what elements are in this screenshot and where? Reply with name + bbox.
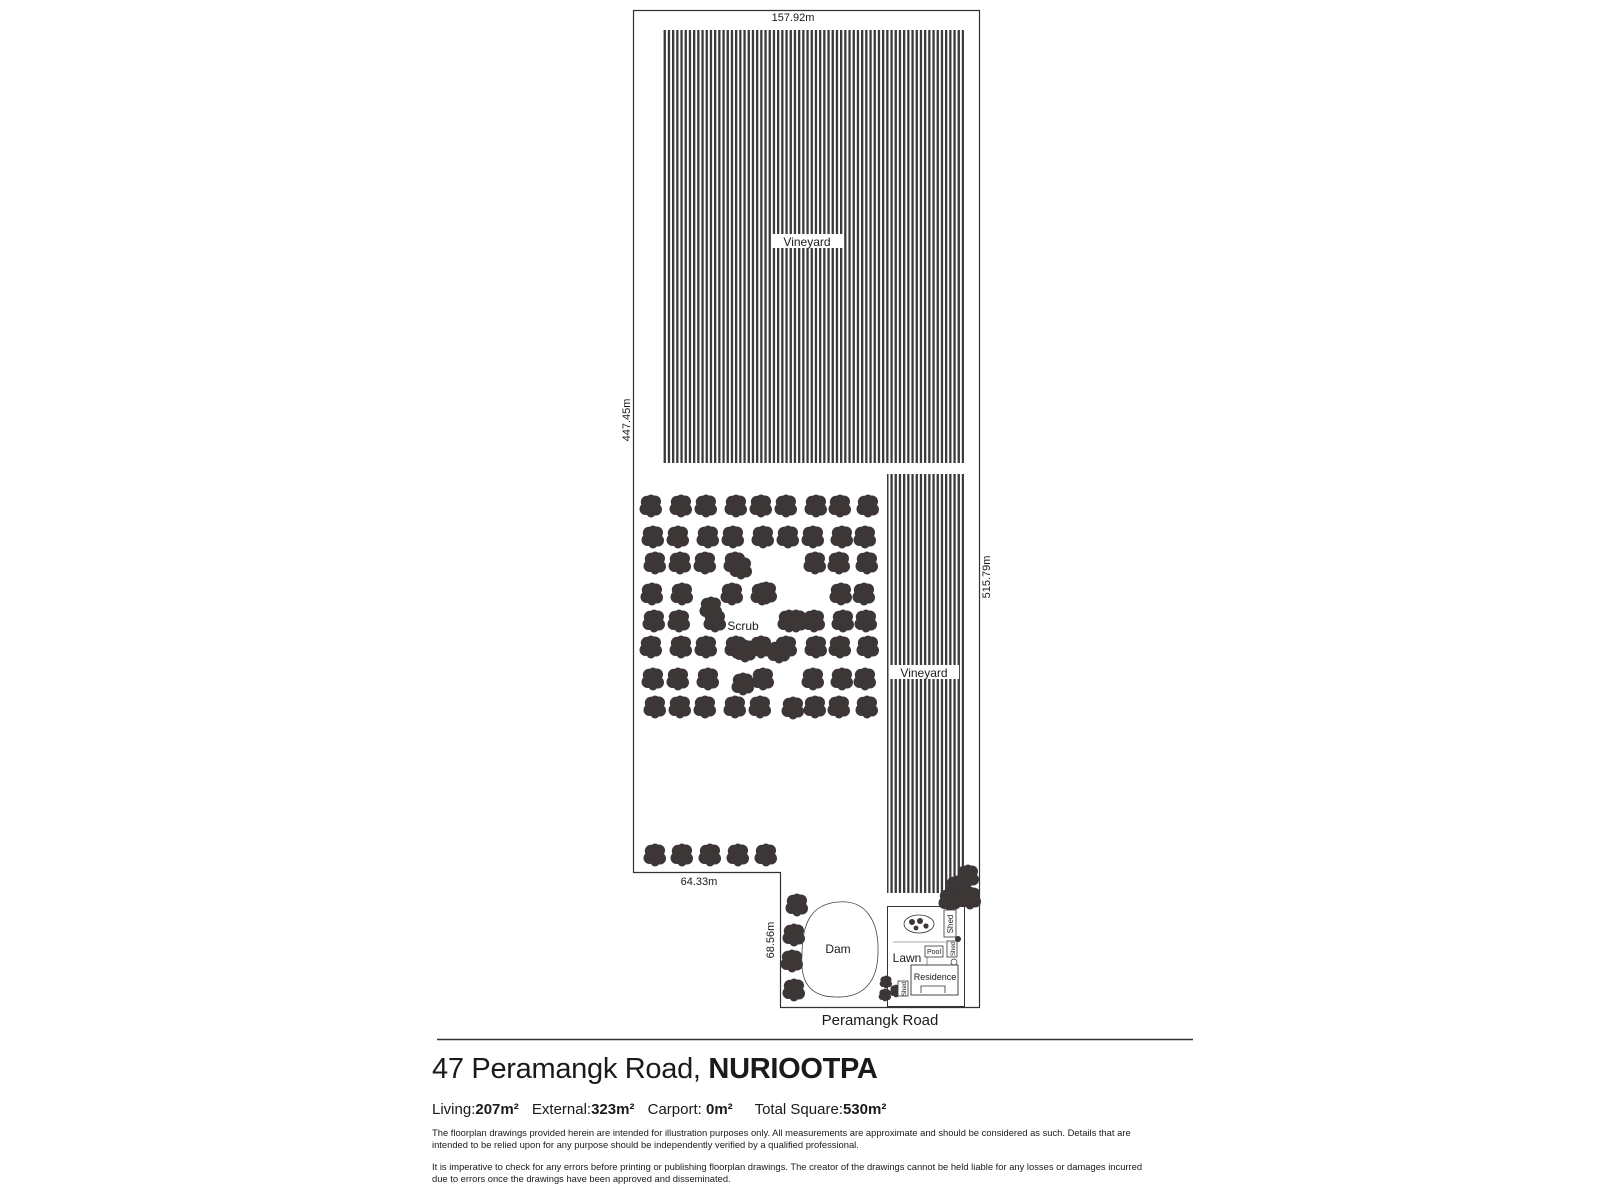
disclaimer-paragraph-2: It is imperative to check for any errors before printing or publishing floorplan drawings. The creator of the drawings cannot be held liable for any losses or damages incurred due to errors once the drawings have been approved and disseminated. bbox=[432, 1161, 1143, 1184]
lawn-label: Lawn bbox=[892, 951, 922, 965]
tree-icon bbox=[755, 844, 778, 867]
vineyard-main-label: Vineyard bbox=[783, 235, 831, 249]
tree-icon bbox=[829, 636, 852, 659]
tree-icon bbox=[830, 583, 853, 606]
external-label: External: bbox=[531, 1101, 592, 1118]
tree-icon bbox=[785, 610, 808, 633]
carport-label: Carport: bbox=[647, 1101, 702, 1118]
tree-icon bbox=[804, 552, 827, 575]
property-address bbox=[432, 1052, 1192, 1086]
garden-shrub bbox=[955, 936, 961, 942]
address-street: 47 Peramangk Road, bbox=[432, 1053, 701, 1085]
area-summary bbox=[432, 1101, 1192, 1119]
dimension-left: 447.45m bbox=[621, 398, 633, 442]
total-label: Total Square: bbox=[754, 1101, 843, 1118]
outbuilding-label: Shed bbox=[902, 981, 908, 997]
tree-icon bbox=[642, 668, 665, 691]
tree-icon bbox=[699, 844, 722, 867]
tree-icon bbox=[781, 950, 804, 973]
tree-icon bbox=[755, 582, 778, 605]
tree-icon bbox=[727, 844, 750, 867]
tree-icon bbox=[749, 696, 772, 719]
tree-icon bbox=[642, 526, 665, 549]
dimension-notch-bottom: 64.33m bbox=[680, 876, 718, 888]
tree-icon bbox=[802, 526, 825, 549]
tree-icon bbox=[670, 636, 693, 659]
tree-icon bbox=[668, 610, 691, 633]
tree-icon bbox=[854, 526, 877, 549]
shed-large-label: Shed bbox=[946, 914, 955, 934]
tree-icon bbox=[644, 696, 667, 719]
tree-icon bbox=[732, 673, 755, 696]
tree-icon bbox=[667, 526, 690, 549]
tree-icon bbox=[782, 697, 805, 720]
total-value: 530m² bbox=[842, 1101, 887, 1118]
tree-icon bbox=[829, 495, 852, 518]
tree-icon bbox=[734, 640, 757, 663]
scrub-label: Scrub bbox=[727, 619, 759, 633]
tree-icon bbox=[853, 583, 876, 606]
living-label: Living: bbox=[432, 1101, 476, 1118]
tree-icon bbox=[697, 526, 720, 549]
tree-icon bbox=[939, 889, 962, 912]
tree-icon bbox=[857, 636, 880, 659]
tree-icon bbox=[643, 610, 666, 633]
external-value: 323m² bbox=[591, 1101, 635, 1118]
tree-icon bbox=[786, 894, 809, 917]
road-label: Peramangk Road bbox=[821, 1012, 939, 1029]
dam-label: Dam bbox=[825, 942, 851, 956]
tree-icon bbox=[879, 989, 891, 1002]
tree-icon bbox=[695, 495, 718, 518]
dimension-notch-side: 68.56m bbox=[765, 921, 777, 959]
tree-icon bbox=[828, 552, 851, 575]
tree-icon bbox=[644, 552, 667, 575]
tree-icon bbox=[857, 495, 880, 518]
tree-icon bbox=[783, 924, 806, 947]
tree-icon bbox=[805, 495, 828, 518]
tree-icon bbox=[667, 668, 690, 691]
disclaimer-paragraph-1: The floorplan drawings provided herein are intended for illustration purposes only. All measurements are approximate and should be considered as such. Details that are intended to be relied upon for any purpose should be independently verified by a qualified professional. bbox=[432, 1127, 1131, 1150]
tree-icon bbox=[694, 696, 717, 719]
tree-icon bbox=[783, 979, 806, 1002]
vineyard-side bbox=[887, 474, 964, 893]
carport-value: 0m² bbox=[705, 1101, 733, 1118]
tree-icon bbox=[828, 696, 851, 719]
tree-icon bbox=[695, 636, 718, 659]
tree-icon bbox=[856, 552, 879, 575]
tree-icon bbox=[880, 976, 892, 989]
tree-icon bbox=[704, 610, 727, 633]
tree-icon bbox=[805, 636, 828, 659]
tree-icon bbox=[854, 668, 877, 691]
tree-icon bbox=[777, 526, 800, 549]
tree-icon bbox=[803, 610, 826, 633]
tree-icon bbox=[768, 641, 791, 664]
tree-icon bbox=[669, 552, 692, 575]
tree-icon bbox=[721, 583, 744, 606]
dimension-top: 157.92m bbox=[771, 12, 815, 24]
tree-icon bbox=[752, 526, 775, 549]
tree-icon bbox=[722, 526, 745, 549]
tree-icon bbox=[640, 636, 663, 659]
tree-icon bbox=[671, 583, 694, 606]
tree-icon bbox=[752, 668, 775, 691]
tree-icon bbox=[802, 668, 825, 691]
pool-label: Pool bbox=[926, 949, 942, 956]
tree-icon bbox=[750, 495, 773, 518]
garden-feature bbox=[904, 915, 934, 933]
tree-icon bbox=[697, 668, 720, 691]
tree-icon bbox=[641, 583, 664, 606]
tank-circle bbox=[951, 959, 957, 965]
tree-icon bbox=[725, 495, 748, 518]
tree-icon bbox=[644, 844, 667, 867]
tree-icon bbox=[640, 495, 663, 518]
tree-icon bbox=[831, 526, 854, 549]
tree-icon bbox=[804, 696, 827, 719]
tree-icon bbox=[730, 557, 753, 580]
tree-icon bbox=[724, 696, 747, 719]
tree-icon bbox=[855, 610, 878, 633]
shed-small-label: Shed bbox=[951, 941, 957, 957]
tree-icon bbox=[775, 495, 798, 518]
tree-icon bbox=[694, 552, 717, 575]
tree-icon bbox=[832, 610, 855, 633]
disclaimer bbox=[432, 1127, 1152, 1184]
vineyard-side-label: Vineyard bbox=[900, 666, 948, 680]
residence-label: Residence bbox=[913, 972, 957, 982]
tree-icon bbox=[671, 844, 694, 867]
living-value: 207m² bbox=[475, 1101, 519, 1118]
tree-icon bbox=[669, 696, 692, 719]
tree-icon bbox=[831, 668, 854, 691]
dimension-right: 515.79m bbox=[981, 555, 993, 599]
tree-icon bbox=[856, 696, 879, 719]
plan-footer bbox=[432, 1052, 1192, 1195]
tree-icon bbox=[670, 495, 693, 518]
address-suburb: NURIOOTPA bbox=[708, 1053, 878, 1085]
